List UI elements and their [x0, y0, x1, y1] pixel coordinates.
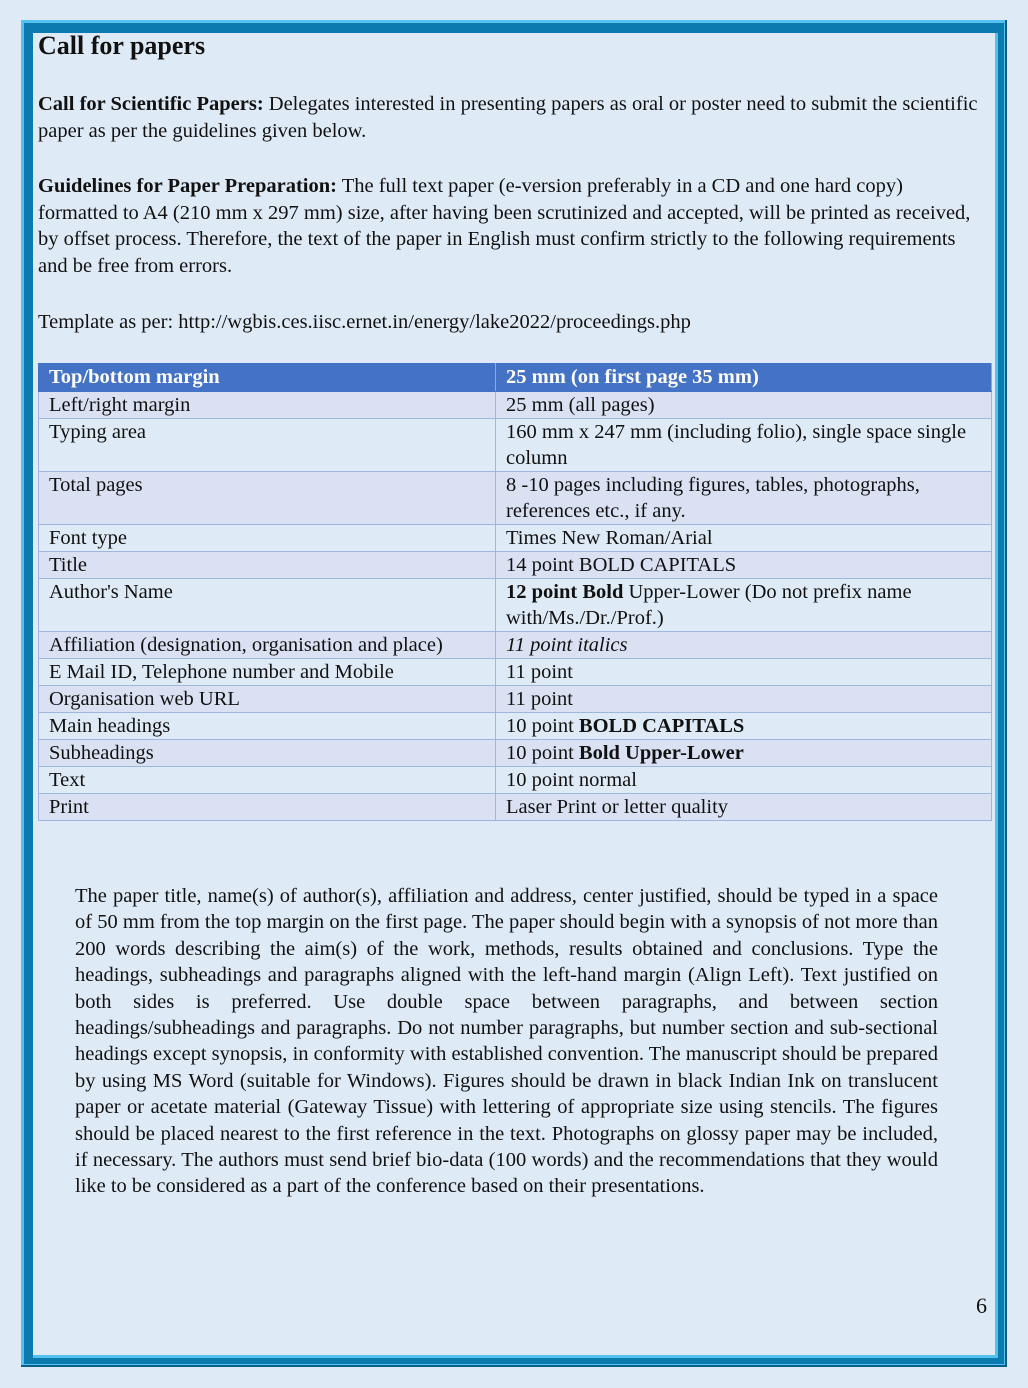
table-cell-value-bold: 12 point Bold [506, 581, 624, 603]
table-cell-value-rest: 10 point [506, 742, 579, 764]
page-number: 6 [976, 1293, 987, 1318]
guidelines-text: The full text paper (e-version preferably in a CD and one hard copy) formatted to A4 (210 mm x 297 mm) size, after having been scrutinized and accepted, will be printed as received, by offset process. Therefore, the text of the paper in English must confirm strictly to the following requirements and be free from errors. [38, 175, 971, 277]
table-cell-value-bold: Bold Upper-Lower [578, 742, 744, 764]
table-row [39, 713, 992, 740]
table-row [39, 552, 992, 579]
table-cell-item: Text [39, 767, 496, 794]
table-row [39, 632, 992, 659]
page-title: Call for papers [38, 31, 206, 60]
table-cell-value: 11 point italics [496, 632, 992, 659]
table-row [39, 740, 992, 767]
call-label: Call for Scientific Papers: [38, 93, 264, 115]
guidelines-paragraph [38, 173, 983, 279]
instructions-paragraph: The paper title, name(s) of author(s), affiliation and address, center justified, should be typed in a space of 50 mm from the top margin on the first page. The paper should begin with a synopsis of not more than 200 words describing the aim(s) of the work, methods, results obtained and conclusions. Type the headings, subheadings and paragraphs aligned with the left-hand margin (Align Left). Text justified on both sides is preferred. Use double space between paragraphs, and between section headings/subheadings and paragraphs. Do not number paragraphs, but number section and sub-sectional headings except synopsis, in conformity with established convention. The manuscript should be prepared by using MS Word (suitable for Windows). Figures should be drawn in black Indian Ink on translucent paper or acetate material (Gateway Tissue) with lettering of appropriate size using stencils. The figures should be placed nearest to the first reference in the text. Photographs on glossy paper may be included, if necessary. The authors must send brief bio-data (100 words) and the recommendations that they would like to be considered as a part of the conference based on their presentations. [75, 885, 938, 1198]
table-row [39, 659, 992, 686]
formatting-requirements-table [38, 363, 992, 821]
table-cell-item: Total pages [39, 472, 496, 525]
table-row [39, 392, 992, 419]
table-cell-value-bold: BOLD CAPITALS [578, 715, 745, 737]
table-cell-item: Typing area [39, 419, 496, 472]
table-cell-value: Times New Roman/Arial [496, 525, 992, 552]
table-cell-value: 11 point [496, 686, 992, 713]
table-header-row [39, 364, 992, 392]
table-row [39, 686, 992, 713]
table-cell-value: 10 point normal [496, 767, 992, 794]
table-row [39, 767, 992, 794]
table-header-value: 25 mm (on first page 35 mm) [496, 364, 992, 392]
table-header-item: Top/bottom margin [39, 364, 496, 392]
table-cell-value: 8 -10 pages including figures, tables, photographs, references etc., if any. [496, 472, 992, 525]
table-cell-value [496, 713, 992, 740]
table-cell-value: 14 point BOLD CAPITALS [496, 552, 992, 579]
template-link-text: Template as per: http://wgbis.ces.iisc.ernet.in/energy/lake2022/proceedings.php [38, 311, 691, 333]
table-cell-value-rest: 10 point [506, 715, 579, 737]
table-cell-value: 25 mm (all pages) [496, 392, 992, 419]
table-cell-item: E Mail ID, Telephone number and Mobile [39, 659, 496, 686]
table-cell-value [496, 740, 992, 767]
table-cell-value: Laser Print or letter quality [496, 794, 992, 821]
table-cell-item: Organisation web URL [39, 686, 496, 713]
table-cell-value: 11 point [496, 659, 992, 686]
table-row [39, 472, 992, 525]
call-text: Delegates interested in presenting papers as oral or poster need to submit the scientific paper as per the guidelines given below. [38, 93, 978, 142]
table-row [39, 579, 992, 632]
table-cell-value-rest: Upper-Lower (Do not prefix name with/Ms./Dr./Prof.) [506, 581, 912, 629]
table-cell-item: Author's Name [39, 579, 496, 632]
table-cell-item: Main headings [39, 713, 496, 740]
guidelines-label: Guidelines for Paper Preparation: [38, 175, 337, 197]
table-cell-item: Print [39, 794, 496, 821]
table-row [39, 794, 992, 821]
table-cell-item: Left/right margin [39, 392, 496, 419]
table-cell-value: 160 mm x 247 mm (including folio), single space single column [496, 419, 992, 472]
table-row [39, 419, 992, 472]
call-for-papers-paragraph [38, 91, 983, 144]
table-cell-item: Subheadings [39, 740, 496, 767]
table-cell-item: Font type [39, 525, 496, 552]
table-cell-item: Title [39, 552, 496, 579]
table-cell-item: Affiliation (designation, organisation and place) [39, 632, 496, 659]
table-cell-value [496, 579, 992, 632]
table-row [39, 525, 992, 552]
